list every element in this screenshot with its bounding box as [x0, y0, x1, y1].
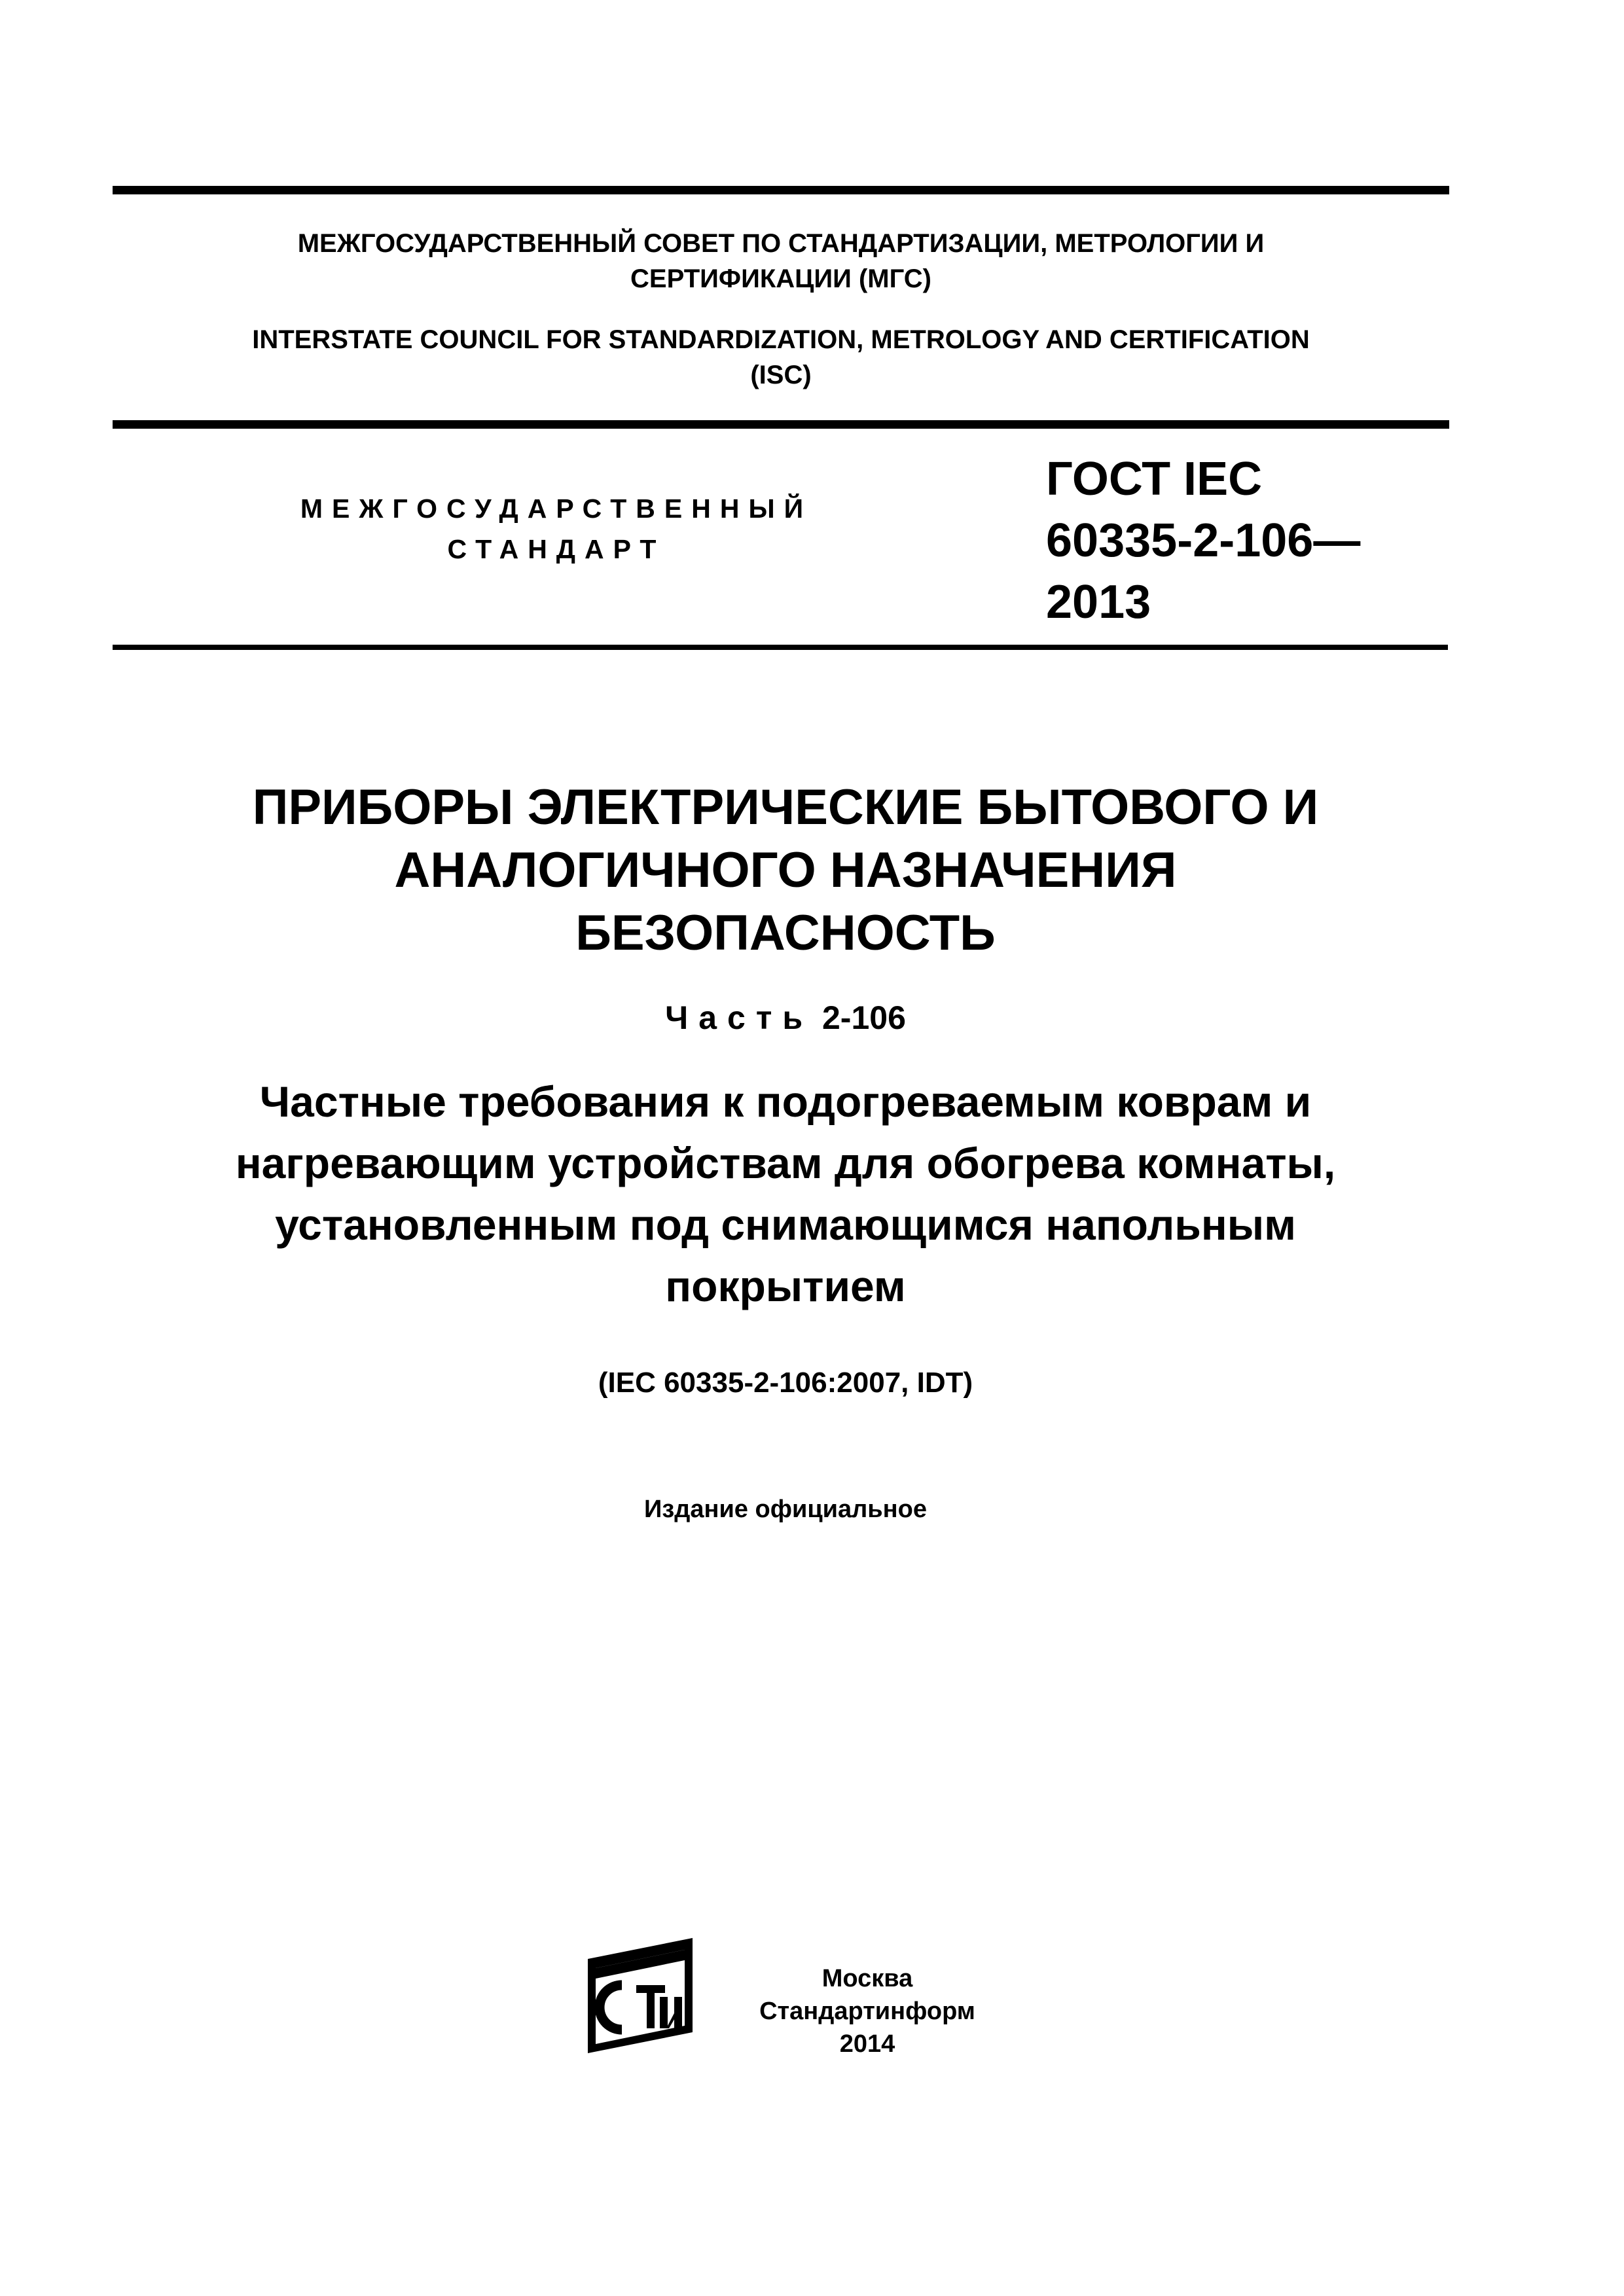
standard-kind-line-1: МЕЖГОСУДАРСТВЕННЫЙ [300, 493, 813, 524]
subtitle-line-4: покрытием [665, 1262, 906, 1310]
standard-code-line-2: 60335-2-106— [1046, 514, 1361, 567]
standard-code-line-1: ГОСТ IEC [1046, 453, 1263, 505]
standard-code [1046, 448, 1439, 633]
publisher-name: Стандартинформ [759, 1998, 975, 2025]
part-word: Часть [665, 999, 814, 1036]
iec-reference: (IEC 60335-2-106:2007, IDT) [598, 1367, 973, 1399]
edition-note: Издание официальное [644, 1496, 927, 1523]
bottom-rule [113, 645, 1448, 650]
document-subtitle [98, 1071, 1473, 1317]
publisher-city: Москва [821, 1965, 913, 1992]
standard-code-line-3: 2013 [1046, 576, 1151, 628]
standartinform-logo-icon [576, 1934, 707, 2058]
council-ru-line-1: МЕЖГОСУДАРСТВЕННЫЙ СОВЕТ ПО СТАНДАРТИЗАЦИИ, МЕТРОЛОГИИ И [297, 229, 1265, 258]
standard-kind-line-2: СТАНДАРТ [447, 534, 666, 564]
subtitle-line-1: Частные требования к подогреваемым коврам и [259, 1077, 1312, 1126]
document-title [131, 776, 1440, 965]
subtitle-line-2: нагревающим устройствам для обогрева комнаты, [235, 1139, 1336, 1187]
publication-year: 2014 [839, 2030, 895, 2058]
title-line-1: ПРИБОРЫ ЭЛЕКТРИЧЕСКИЕ БЫТОВОГО И [252, 780, 1319, 835]
council-ru-line-2: СЕРТИФИКАЦИИ (МГС) [630, 264, 931, 293]
part-number: 2-106 [822, 999, 906, 1036]
part-label [131, 995, 1440, 1041]
council-name-ru [113, 226, 1449, 296]
publisher-block [727, 1962, 1008, 2060]
title-line-2: АНАЛОГИЧНОГО НАЗНАЧЕНИЯ [394, 842, 1177, 898]
middle-rule [113, 420, 1449, 429]
title-line-3: БЕЗОПАСНОСТЬ [575, 905, 996, 961]
standard-kind [242, 488, 871, 569]
council-name-en [113, 322, 1449, 393]
council-en-line-2: (ISC) [750, 361, 812, 389]
top-rule [113, 186, 1449, 194]
council-en-line-1: INTERSTATE COUNCIL FOR STANDARDIZATION, METROLOGY AND CERTIFICATION [252, 325, 1310, 354]
subtitle-line-3: установленным под снимающимся напольным [275, 1200, 1296, 1249]
